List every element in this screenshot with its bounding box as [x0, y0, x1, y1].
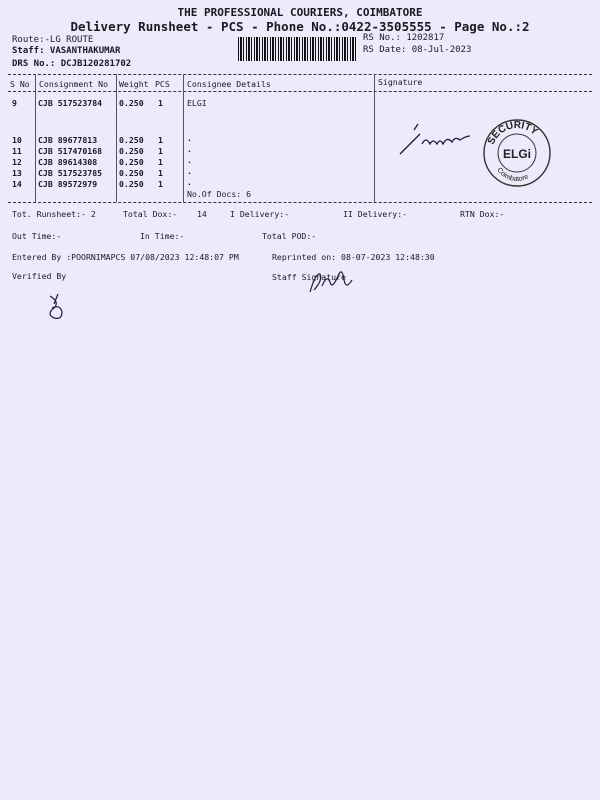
route-label: Route:-LG ROUTE	[12, 35, 94, 45]
row-consignment: CJB 89677813	[38, 135, 98, 145]
row-consignment: CJB 517523784	[38, 98, 103, 108]
row-pcs: 1	[158, 98, 163, 108]
staff-signature: Staff Signature	[272, 272, 346, 282]
row-sno: 13	[12, 168, 22, 178]
row-consignee: .	[187, 155, 192, 165]
col-header-consignee: Consignee Details	[187, 79, 271, 89]
stamp-center-text: ELGi	[502, 147, 532, 161]
row-consignee: .	[187, 144, 192, 154]
col-header-pcs: PCS	[155, 79, 170, 89]
staff-handwritten-signature	[306, 266, 356, 298]
drs-number: DRS No.: DCJB120281702	[12, 59, 132, 69]
handwritten-signature	[398, 122, 478, 158]
row-consignee: .	[187, 177, 192, 187]
security-stamp	[482, 118, 552, 188]
row-consignment: CJB 89572979	[38, 179, 98, 189]
row-pcs: 1	[158, 168, 163, 178]
table-header-rule	[8, 91, 592, 92]
row-sno: 10	[12, 135, 22, 145]
barcode	[238, 37, 356, 61]
row-pcs: 1	[158, 135, 163, 145]
ii-delivery: II Delivery:-	[343, 209, 408, 219]
row-weight: 0.250	[119, 168, 144, 178]
staff-label: Staff: VASANTHAKUMAR	[12, 46, 121, 56]
out-time: Out Time:-	[12, 231, 62, 241]
col-header-sno: S No	[10, 79, 30, 89]
row-pcs: 1	[158, 179, 163, 189]
row-sno: 12	[12, 157, 22, 167]
rs-number: RS No.: 1202817	[363, 33, 445, 43]
table-bottom-rule	[8, 202, 592, 203]
row-sno: 11	[12, 146, 22, 156]
col-divider	[374, 74, 375, 202]
row-pcs: 1	[158, 157, 163, 167]
runsheet-subtitle: Delivery Runsheet - PCS - Phone No.:0422-3505555 - Page No.:2	[70, 19, 530, 34]
rtn-dox: RTN Dox:-	[460, 209, 505, 219]
stamp-top-text: SECURITY	[485, 119, 540, 147]
row-sno: 14	[12, 179, 22, 189]
row-weight: 0.250	[119, 157, 144, 167]
row-consignment: CJB 517523785	[38, 168, 103, 178]
reprinted-on: Reprinted on: 08-07-2023 12:48:30	[272, 252, 435, 262]
company-title: THE PROFESSIONAL COURIERS, COIMBATORE	[177, 6, 423, 19]
row-consignee: .	[187, 133, 192, 143]
stamp-bottom-text: Coimbatore	[495, 166, 530, 184]
row-weight: 0.250	[119, 146, 144, 156]
row-consignment: CJB 517470168	[38, 146, 103, 156]
total-dox: Total Dox:- 14	[123, 209, 207, 219]
entered-by: Entered By :POORNIMAPCS 07/08/2023 12:48:07 PM	[12, 252, 239, 262]
tot-runsheet: Tot. Runsheet:- 2	[12, 209, 96, 219]
col-divider	[116, 74, 117, 202]
in-time: In Time:-	[140, 231, 185, 241]
row-consignment: CJB 89614308	[38, 157, 98, 167]
rs-date: RS Date: 08-Jul-2023	[363, 45, 472, 55]
col-divider	[35, 74, 36, 202]
verified-by: Verified By	[12, 271, 67, 281]
col-header-consignment: Consignment No	[39, 79, 109, 89]
verifier-handwritten-signature	[44, 292, 70, 322]
row-weight: 0.250	[119, 98, 144, 108]
row-weight: 0.250	[119, 179, 144, 189]
col-header-weight: Weight	[119, 79, 149, 89]
row-weight: 0.250	[119, 135, 144, 145]
row-pcs: 1	[158, 146, 163, 156]
row-consignee: ELGI	[187, 98, 207, 108]
table-top-rule	[8, 74, 592, 75]
row-sno: 9	[12, 98, 17, 108]
total-pod: Total POD:-	[262, 231, 317, 241]
i-delivery: I Delivery:-	[230, 209, 290, 219]
col-divider	[183, 74, 184, 202]
col-header-signature: Signature	[378, 77, 423, 87]
no-of-docs: No.Of Docs: 6	[187, 189, 252, 199]
row-consignee: .	[187, 166, 192, 176]
